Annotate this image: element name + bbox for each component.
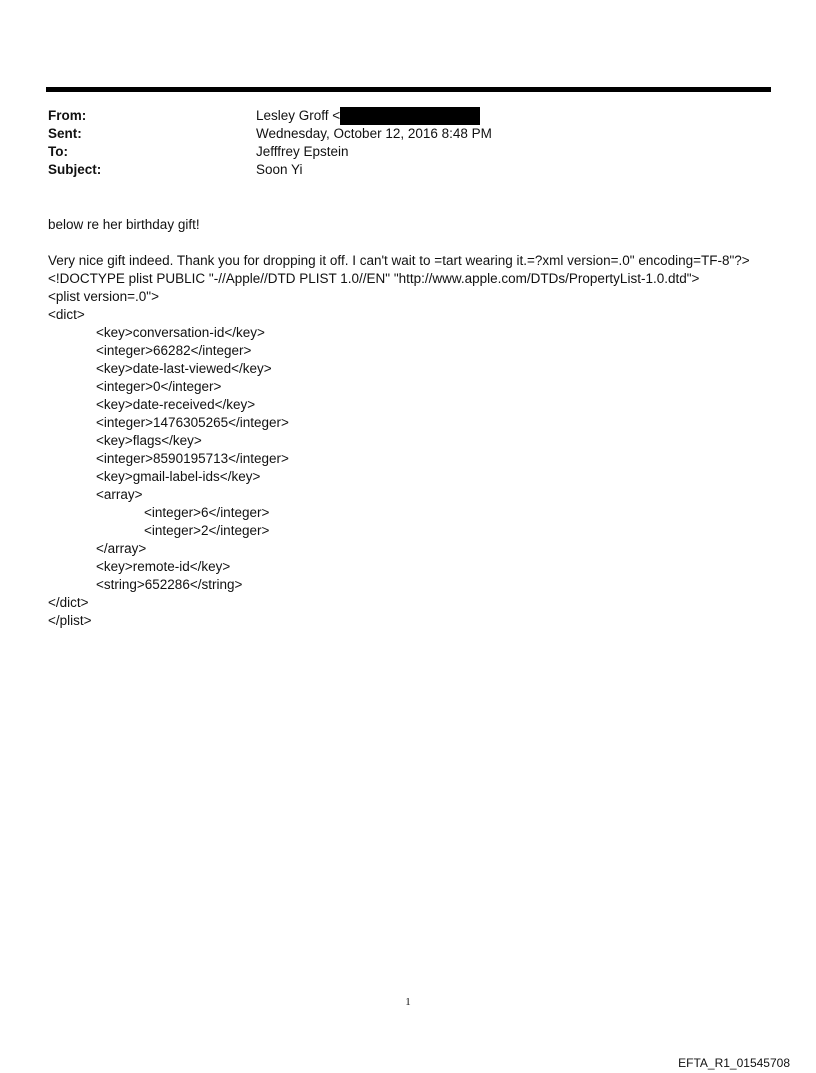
- dict-line: <integer>66282</integer>: [96, 343, 252, 358]
- email-body: [48, 216, 788, 630]
- doctype-line: <!DOCTYPE plist PUBLIC "-//Apple//DTD PLIST 1.0//EN" "http://www.apple.com/DTDs/PropertyList-1.0.dtd">: [48, 271, 700, 286]
- plist-open-line: <plist version=.0">: [48, 289, 159, 304]
- from-label: From:: [48, 108, 87, 123]
- dict-line: <key>conversation-id</key>: [96, 325, 265, 340]
- array-item-line: <integer>6</integer>: [144, 505, 270, 520]
- sender-name: Lesley Groff <: [256, 108, 341, 123]
- dict-close-line: </dict>: [48, 595, 89, 610]
- dict-line: <key>date-last-viewed</key>: [96, 361, 272, 376]
- header-rule: [46, 87, 771, 92]
- to-label: To:: [48, 144, 68, 159]
- intro-line: below re her birthday gift!: [48, 217, 200, 232]
- dict-line: <integer>0</integer>: [96, 379, 222, 394]
- plist-close-line: </plist>: [48, 613, 92, 628]
- subject-value: Soon Yi: [256, 162, 303, 177]
- document-id: EFTA_R1_01545708: [678, 1056, 790, 1070]
- array-close-line: </array>: [96, 541, 147, 556]
- tail-line: <key>remote-id</key>: [96, 559, 231, 574]
- dict-line: <key>date-received</key>: [96, 397, 256, 412]
- sent-value: Wednesday, October 12, 2016 8:48 PM: [256, 126, 492, 141]
- message-line: Very nice gift indeed. Thank you for dropping it off. I can't wait to =tart wearing it.=?xml version=.0" encoding=TF-8"?>: [48, 253, 750, 268]
- to-value: Jefffrey Epstein: [256, 144, 349, 159]
- dict-open-line: <dict>: [48, 307, 85, 322]
- dict-line: <key>flags</key>: [96, 433, 202, 448]
- subject-label: Subject:: [48, 162, 102, 177]
- from-value: [256, 107, 480, 125]
- page-number: 1: [405, 996, 411, 1008]
- array-item-line: <integer>2</integer>: [144, 523, 270, 538]
- dict-line: <key>gmail-label-ids</key>: [96, 469, 261, 484]
- redaction-box: [340, 107, 480, 125]
- sent-label: Sent:: [48, 126, 82, 141]
- tail-line: <string>652286</string>: [96, 577, 243, 592]
- dict-line: <array>: [96, 487, 143, 502]
- paragraph-gap: [48, 234, 788, 252]
- dict-line: <integer>8590195713</integer>: [96, 451, 289, 466]
- dict-line: <integer>1476305265</integer>: [96, 415, 289, 430]
